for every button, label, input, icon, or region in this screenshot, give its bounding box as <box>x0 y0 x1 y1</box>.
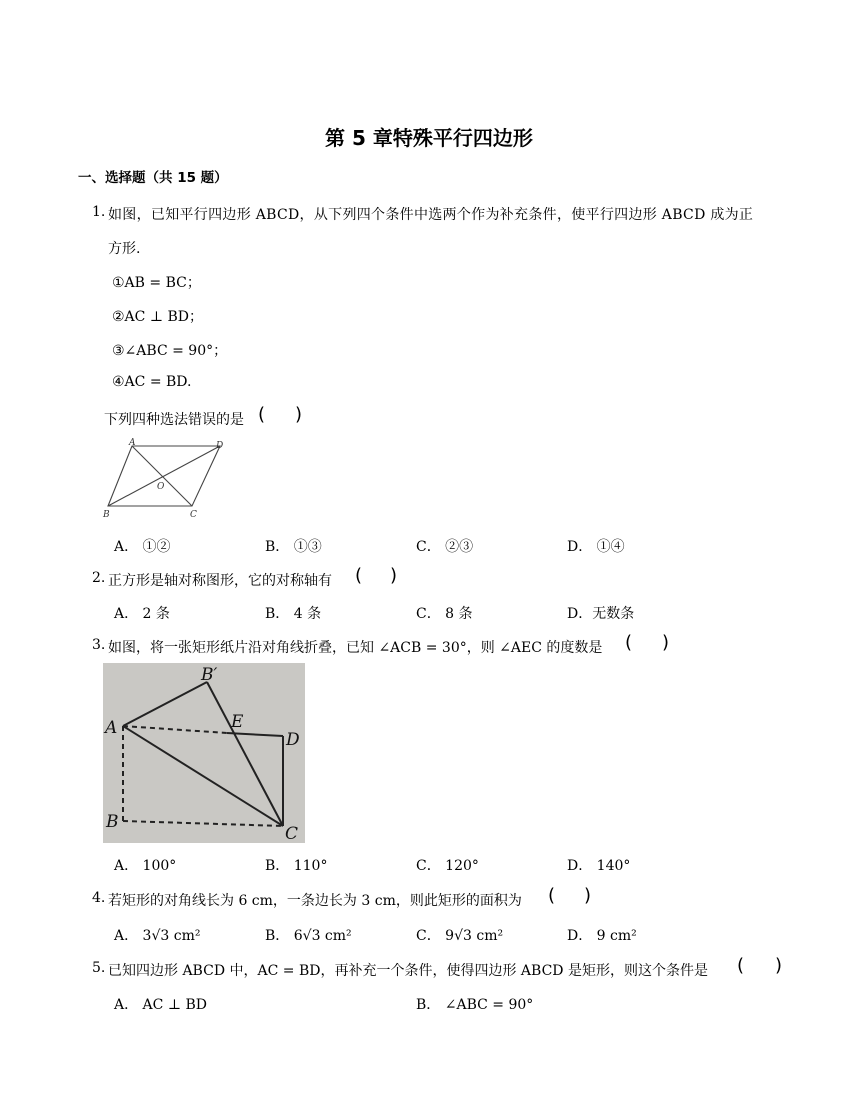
page-title: 第 5 章特殊平行四边形 <box>325 126 533 150</box>
label-o: O <box>157 482 165 492</box>
q2-option-c[interactable]: C． 8 条 <box>416 606 473 622</box>
label-c: C <box>285 824 299 843</box>
q1-condition-2: ②AC ⊥ BD； <box>112 309 203 325</box>
q1-condition-1: ①AB = BC； <box>112 275 201 291</box>
q3-stem: 如图，将一张矩形纸片沿对角线折叠，已知 ∠ACB = 30°，则 ∠AEC 的度数是 <box>108 640 603 656</box>
fold-edge-ab-prime <box>123 682 207 726</box>
diagonal-ac <box>132 446 192 506</box>
q2-paren-open: ( <box>355 565 363 586</box>
q5-paren-close: ) <box>775 955 783 976</box>
q4-number: 4. <box>92 890 106 906</box>
q4-option-d[interactable]: D． 9 cm² <box>567 928 637 944</box>
diagonal-bd <box>108 446 220 506</box>
label-b-prime: B′ <box>201 665 218 685</box>
q1-prompt: 下列四种选法错误的是 <box>104 412 244 428</box>
q1-option-c[interactable]: C． ②③ <box>416 539 474 555</box>
q4-paren-close: ) <box>584 885 592 906</box>
label-e: E <box>231 712 244 732</box>
q1-paren-close: ) <box>295 404 303 425</box>
q4-option-a[interactable]: A． 3√3 cm² <box>114 928 201 944</box>
q2-option-b[interactable]: B． 4 条 <box>265 606 322 622</box>
q2-paren-close: ) <box>390 565 398 586</box>
q5-option-a[interactable]: A． AC ⊥ BD <box>114 997 207 1013</box>
q4-paren-open: ( <box>548 885 556 906</box>
label-b: B <box>106 812 119 832</box>
q3-paren-open: ( <box>625 632 633 653</box>
label-d: D <box>216 441 224 451</box>
q2-number: 2. <box>92 570 106 586</box>
q5-option-b[interactable]: B． ∠ABC = 90° <box>416 997 534 1013</box>
q3-option-c[interactable]: C． 120° <box>416 858 479 874</box>
dashed-edge-ae <box>123 726 227 733</box>
q5-paren-open: ( <box>737 955 745 976</box>
q4-stem: 若矩形的对角线长为 6 cm，一条边长为 3 cm，则此矩形的面积为 <box>108 893 522 909</box>
q3-number: 3. <box>92 637 106 653</box>
q1-stem-line2: 方形. <box>108 241 141 257</box>
section-header: 一、选择题（共 15 题） <box>78 170 228 186</box>
diagonal-ac-line <box>123 726 283 826</box>
q2-option-d[interactable]: D．无数条 <box>567 606 635 622</box>
label-b: B <box>103 510 110 520</box>
q1-option-d[interactable]: D． ①④ <box>567 539 625 555</box>
label-a: A <box>129 438 136 448</box>
q4-option-b[interactable]: B． 6√3 cm² <box>265 928 352 944</box>
q1-condition-4: ④AC = BD. <box>112 374 192 390</box>
q3-option-d[interactable]: D． 140° <box>567 858 631 874</box>
q1-paren-open: ( <box>258 404 266 425</box>
dashed-edge-bc <box>123 821 283 826</box>
q3-option-b[interactable]: B． 110° <box>265 858 328 874</box>
label-d: D <box>286 730 300 750</box>
q1-parallelogram-figure <box>100 436 240 522</box>
q1-stem-line1: 如图，已知平行四边形 ABCD，从下列四个条件中选两个作为补充条件，使平行四边形 ABCD 成为正 <box>108 207 754 223</box>
q5-number: 5. <box>92 960 106 976</box>
q1-number: 1. <box>92 204 106 220</box>
label-c: C <box>190 510 197 520</box>
q1-option-a[interactable]: A． ①② <box>114 539 171 555</box>
q2-option-a[interactable]: A． 2 条 <box>114 606 170 622</box>
q3-folded-rectangle-photo <box>103 663 305 843</box>
q3-option-a[interactable]: A． 100° <box>114 858 177 874</box>
q3-paren-close: ) <box>662 632 670 653</box>
q1-condition-3: ③∠ABC = 90°； <box>112 343 228 359</box>
q5-stem: 已知四边形 ABCD 中，AC = BD，再补充一个条件，使得四边形 ABCD 是矩形，则这个条件是 <box>108 963 708 979</box>
q4-option-c[interactable]: C． 9√3 cm² <box>416 928 504 944</box>
label-a: A <box>105 718 118 738</box>
q1-option-b[interactable]: B． ①③ <box>265 539 322 555</box>
fold-edge-b-prime-c <box>207 682 283 826</box>
q2-stem: 正方形是轴对称图形，它的对称轴有 <box>108 573 332 589</box>
